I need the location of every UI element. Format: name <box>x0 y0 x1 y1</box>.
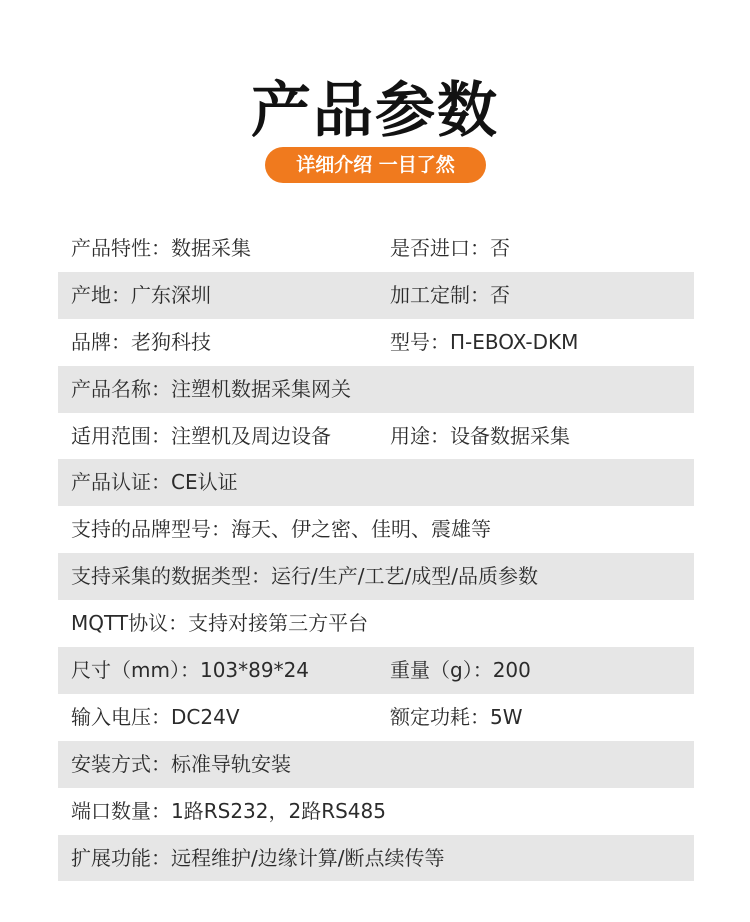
param-row-characteristic <box>58 225 694 272</box>
param-customization: 加工定制：否 <box>390 282 510 307</box>
param-row-scope <box>58 413 694 460</box>
param-row-size <box>58 647 694 694</box>
param-mqtt: MQTT协议：支持对接第三方平台 <box>71 611 369 636</box>
param-brand: 品牌：老狗科技 <box>71 329 211 354</box>
param-data-types: 支持采集的数据类型：运行/生产/工艺/成型/品质参数 <box>71 564 538 589</box>
parameter-table <box>58 225 694 881</box>
param-product-name: 产品名称：注塑机数据采集网关 <box>71 376 351 401</box>
param-ports: 端口数量：1路RS232，2路RS485 <box>71 798 386 823</box>
param-power: 额定功耗：5W <box>390 704 523 729</box>
param-row-data-types <box>58 553 694 600</box>
page-title: 产品参数 <box>251 76 499 146</box>
param-certification: 产品认证：CE认证 <box>71 470 238 495</box>
param-weight: 重量（g）：200 <box>390 658 531 683</box>
param-size: 尺寸（mm）：103*89*24 <box>71 658 310 683</box>
subtitle-badge: 详细介绍 一目了然 <box>265 147 486 183</box>
param-row-supported-brands <box>58 506 694 553</box>
param-voltage: 输入电压：DC24V <box>71 704 240 729</box>
param-row-product-name <box>58 366 694 413</box>
param-supported-brands: 支持的品牌型号：海天、伊之密、佳明、震雄等 <box>71 517 491 542</box>
param-row-certification <box>58 459 694 506</box>
param-imported: 是否进口：否 <box>390 236 510 260</box>
param-row-extensions <box>58 835 694 882</box>
param-row-mqtt <box>58 600 694 647</box>
param-row-voltage <box>58 694 694 741</box>
param-origin: 产地：广东深圳 <box>71 282 211 307</box>
param-row-origin <box>58 272 694 319</box>
param-row-installation <box>58 741 694 788</box>
param-row-ports <box>58 788 694 835</box>
param-usage: 用途：设备数据采集 <box>390 423 570 448</box>
param-row-brand <box>58 319 694 366</box>
param-scope: 适用范围：注塑机及周边设备 <box>71 423 331 448</box>
param-model: 型号：Π-EBOX-DKM <box>390 329 579 354</box>
param-characteristic: 产品特性：数据采集 <box>71 236 251 260</box>
param-extensions: 扩展功能：远程维护/边缘计算/断点续传等 <box>71 845 445 870</box>
param-installation: 安装方式：标准导轨安装 <box>71 751 291 776</box>
